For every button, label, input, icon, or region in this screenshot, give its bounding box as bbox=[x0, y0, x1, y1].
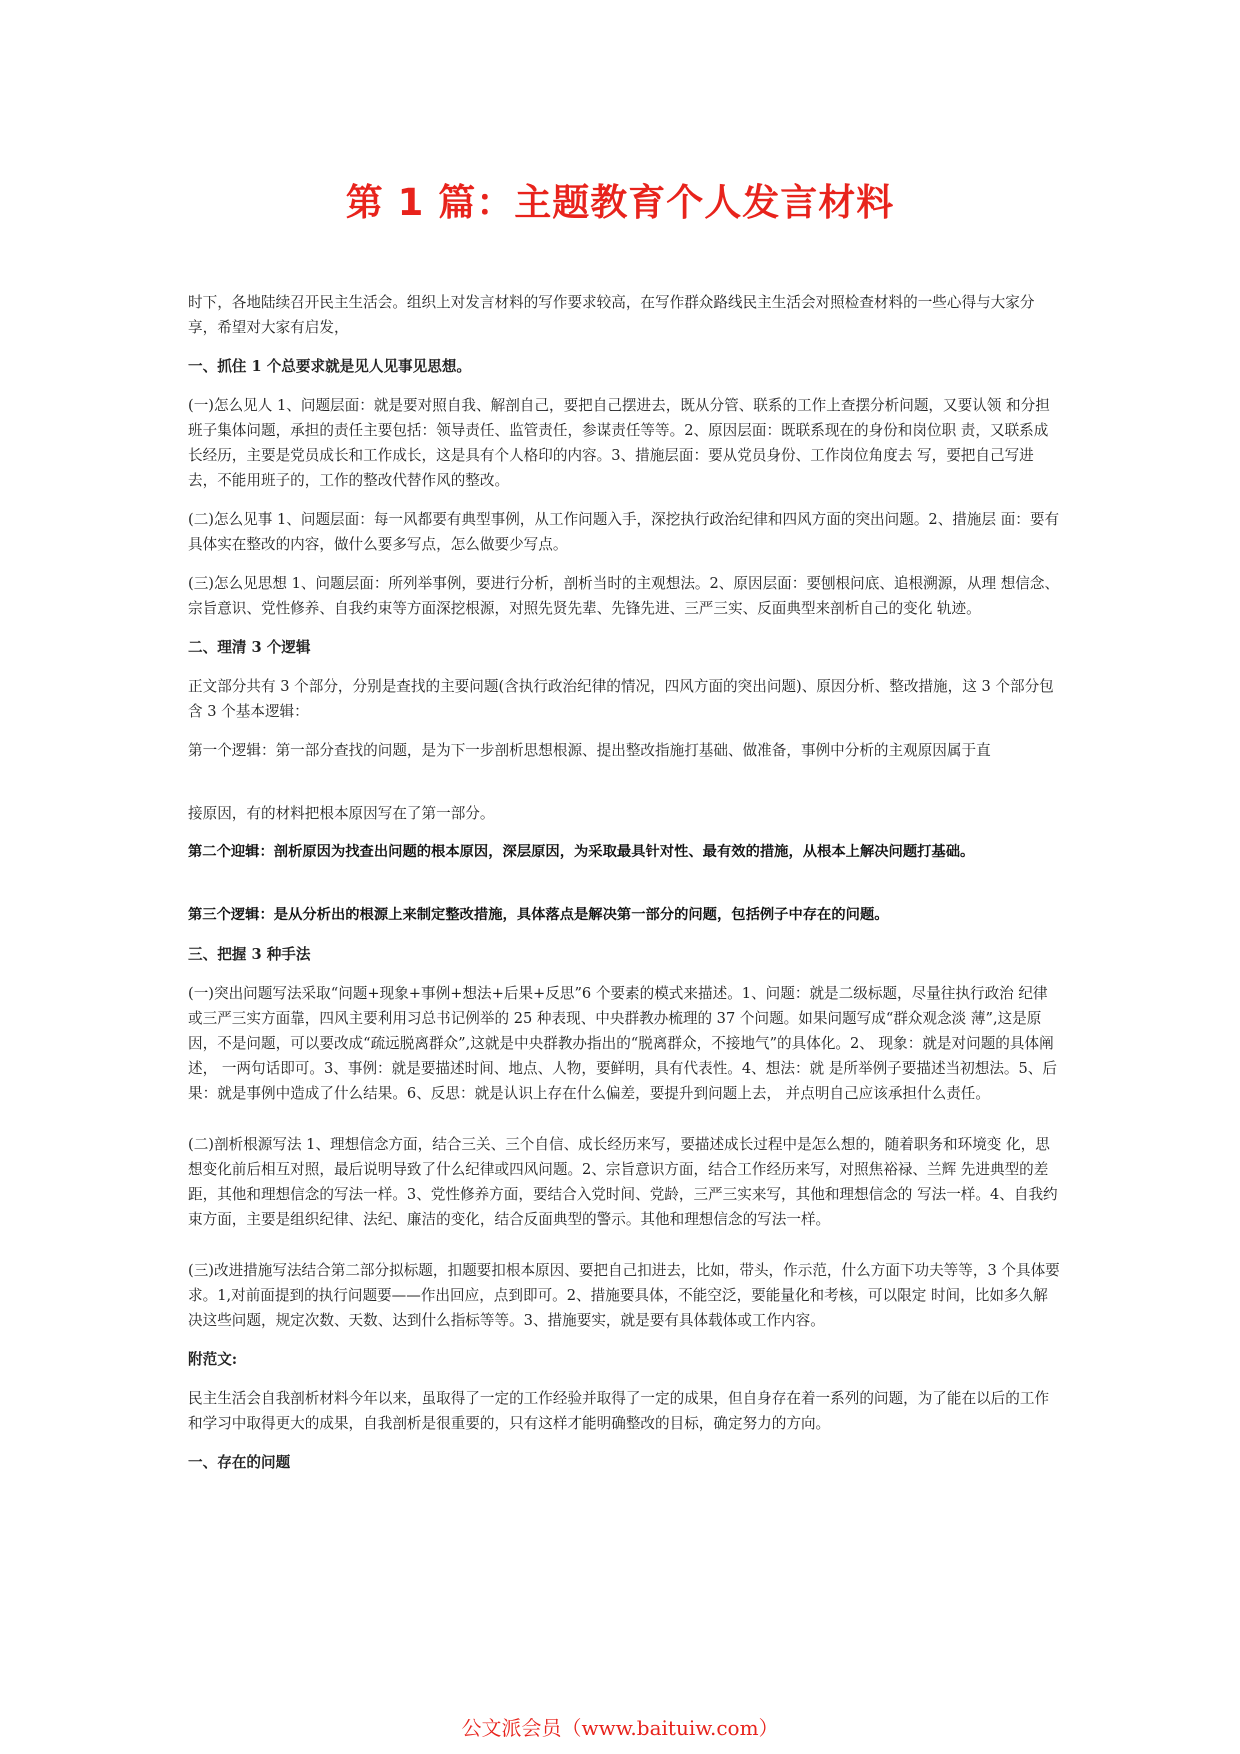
section-heading-3: 三、把握 3 种手法 bbox=[188, 946, 311, 963]
paragraph-method-3: (三)改进措施写法结合第二部分拟标题，扣题要扣根本原因、要把自己扣进去，比如，带头，作示范，什么方面下功夫等等，3 个具体要求。1,对前面提到的执行问题要——作出回应，点到即可。2、措施要具体，不能空泛，要能量化和考核，可以限定 时间，比如多久解决这些问题，规定次数、天数、达到什么指标等等。3、措施要实，就是要有具体载体或工作内容。 bbox=[188, 1262, 1060, 1329]
footer-watermark: 公文派会员（www.baituiw.com） bbox=[461, 1716, 779, 1740]
page-title: 第 1 篇：主题教育个人发言材料 bbox=[345, 181, 895, 224]
section-heading-1: 一、抓住 1 个总要求就是见人见事见思想。 bbox=[188, 358, 472, 375]
paragraph-logic-1: 第一个逻辑：第一部分查找的问题，是为下一步剖析思想根源、提出整改指施打基础、做准备，事例中分析的主观原因属于直 bbox=[188, 742, 991, 759]
document-body bbox=[188, 290, 1060, 1489]
paragraph-see-things: (二)怎么见事 1、问题层面：每一风都要有典型事例，从工作问题入手，深挖执行政治纪律和四风方面的突出问题。2、措施层 面：要有具体实在整改的内容，做什么要多写点，怎么做要少写点。 bbox=[188, 511, 1060, 553]
paragraph-logic-1-cont: 接原因，有的材料把根本原因写在了第一部分。 bbox=[188, 805, 495, 822]
paragraph-logic-3: 第三个逻辑：是从分析出的根源上来制定整改措施，具体落点是解决第一部分的问题，包括例子中存在的问题。 bbox=[188, 907, 889, 923]
paragraph-see-people: (一)怎么见人 1、问题层面：就是要对照自我、解剖自己，要把自己摆进去，既从分管、联系的工作上查摆分析问题，又要认领 和分担班子集体问题，承担的责任主要包括：领导责任、监管责任，参谋责任等等。2、原因层面：既联系现在的身份和岗位职 责，又联系成长经历，主要是党员成长和工作成长，这是具有个人格印的内容。3、措施层面：要从党员身份、工作岗位角度去 写，要把自己写进去，不能用班子的，工作的整改代替作风的整改。 bbox=[188, 397, 1050, 489]
paragraph-logic-2: 第二个迎辑：剖析原因为找查出问题的根本原因，深层原因，为采取最具针对性、最有效的措施，从根本上解决问题打基础。 bbox=[188, 844, 975, 860]
intro-paragraph: 时下，各地陆续召开民主生活会。组织上对发言材料的写作要求较高，在写作群众路线民主生活会对照检查材料的一些心得与大家分享，希望对大家有启发， bbox=[188, 294, 1035, 336]
paragraph-three-parts: 正文部分共有 3 个部分，分别是查找的主要问题(含执行政治纪律的情况，四风方面的突出问题)、原因分析、整改措施，这 3 个部分包含 3 个基本逻辑： bbox=[188, 678, 1054, 720]
paragraph-method-1: (一)突出问题写法采取“问题+现象+事例+想法+后果+反思”6 个要素的模式来描述。1、问题：就是二级标题，尽量往执行政治 纪律或三严三实方面靠，四风主要利用习总书记例举的 25 种表现、中央群教办梳理的 37 个问题。如果问题写成“群众观念淡 薄”,这是原因，不是问题，可以要改成“疏远脱离群众”,这就是中央群教办指出的“脱离群众，不接地气”的具体化。2、 现象：就是对问题的具体阐述， 一两句话即可。3、事例：就是要描述时间、地点、人物，要鲜明，具有代表性。4、想法：就 是所举例子要描述当初想法。5、后果：就是事例中造成了什么结果。6、反思：就是认识上存在什么偏差，要提升到问题上去， 并点明自己应该承担什么责任。 bbox=[188, 985, 1057, 1102]
section-heading-problems: 一、存在的问题 bbox=[188, 1454, 291, 1471]
paragraph-method-2: (二)剖析根源写法 1、理想信念方面，结合三关、三个自信、成长经历来写，要描述成长过程中是怎么想的，随着职务和环境变 化，思想变化前后相互对照，最后说明导致了什么纪律或四风问题。2、宗旨意识方面，结合工作经历来写，对照焦裕禄、兰辉 先进典型的差距，其他和理想信念的写法一样。3、党性修养方面，要结合入党时间、党龄，三严三实来写，其他和理想信念的 写法一样。4、自我约束方面，主要是组织纪律、法纪、廉洁的变化，结合反面典型的警示。其他和理想信念的写法一样。 bbox=[188, 1136, 1058, 1228]
paragraph-see-thoughts: (三)怎么见思想 1、问题层面：所列举事例，要进行分析，剖析当时的主观想法。2、原因层面：要刨根问底、追根溯源，从理 想信念、宗旨意识、党性修养、自我约束等方面深挖根源，对照先贤先辈、先锋先进、三严三实、反面典型来剖析自己的变化 轨迹。 bbox=[188, 575, 1060, 617]
paragraph-sample: 民主生活会自我剖析材料今年以来，虽取得了一定的工作经验并取得了一定的成果，但自身存在着一系列的问题，为了能在以后的工作和学习中取得更大的成果，自我剖析是很重要的，只有这样才能明确整改的目标，确定努力的方向。 bbox=[188, 1390, 1050, 1432]
section-heading-sample: 附范文: bbox=[188, 1351, 238, 1368]
section-heading-2: 二、理清 3 个逻辑 bbox=[188, 639, 311, 656]
